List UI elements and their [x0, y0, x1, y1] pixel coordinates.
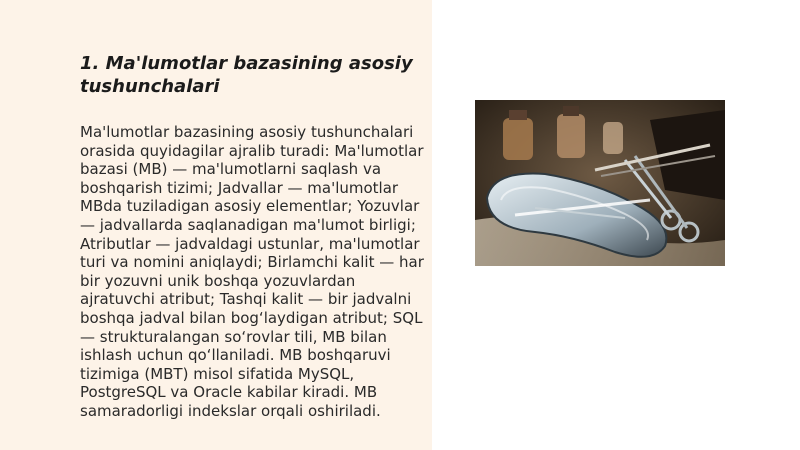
slide-title: 1. Ma'lumotlar bazasining asosiy tushunchalari [80, 53, 413, 97]
slide-body-text: Ma'lumotlar bazasining asosiy tushunchalari orasida quyidagilar ajralib turadi: Ma'lumotlar bazasi (MB) — ma'lumotlarni saqlash va boshqarish tizimi; Jadvallar — ma'lumotlar MBda tuziladigan asosiy elementlar; Yozuvlar — jadvallarda saqlanadigan ma'lumot birligi; Atributlar — jadvaldagi ustunlar, ma'lumotlar turi va nomini aniqlaydi; Birlamchi kalit — har bir yozuvni unik boshqa yozuvlardan ajratuvchi atribut; Tashqi kalit — bir jadvalni boshqa jadval bilan bog‘laydigan atribut; SQL — strukturalangan so‘rovlar tili, MB bilan ishlash uchun qo‘llaniladi. MB boshqaruvi tizimiga (MBT) misol sifatida MySQL, PostgreSQL va Oracle kabilar kiradi. MB samaradorligi indekslar orqali oshiriladi. [80, 123, 424, 420]
medical-instruments-photo [475, 100, 725, 266]
